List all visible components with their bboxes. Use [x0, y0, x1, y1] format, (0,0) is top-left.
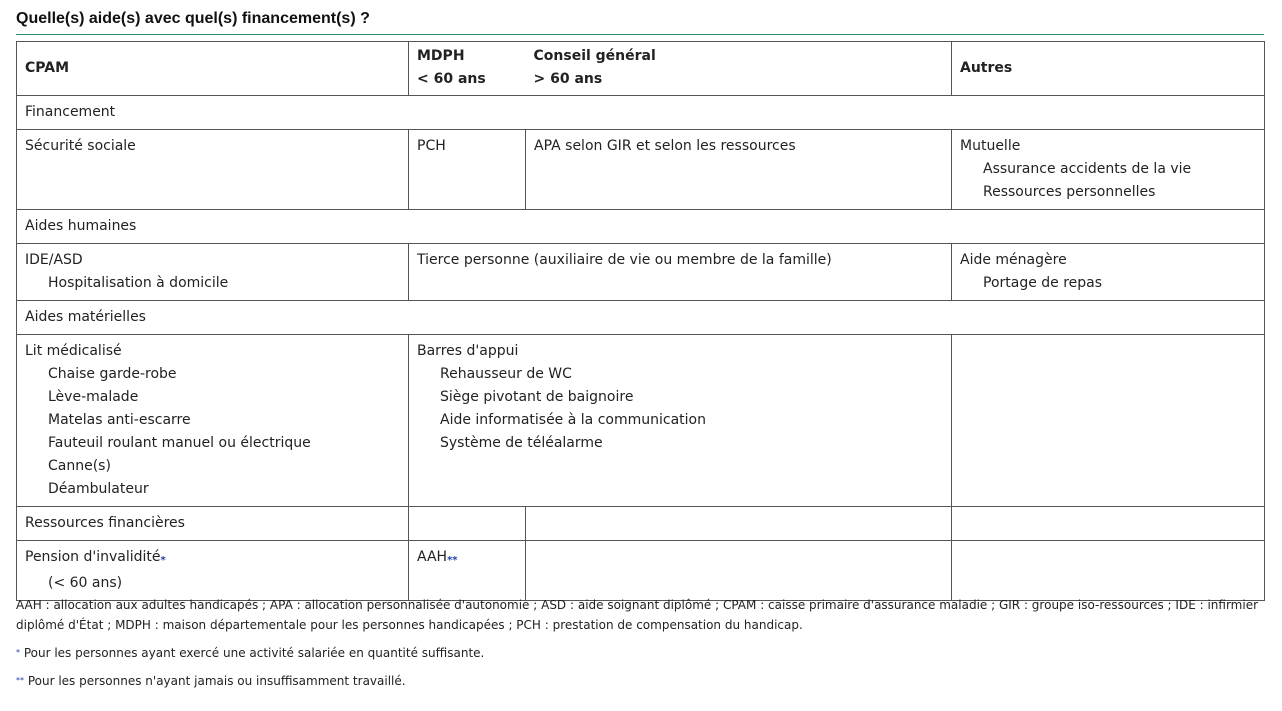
list-item: Siège pivotant de baignoire [440, 389, 634, 405]
cell-empty [526, 541, 952, 601]
table-row [17, 335, 1265, 507]
cell-autres [952, 130, 1265, 210]
list-item: Aide informatisée à la communication [440, 412, 706, 428]
list-item: Hospitalisation à domicile [48, 275, 229, 291]
header-mdph-sub: < 60 ans [417, 71, 486, 87]
header-cg-label: Conseil général [533, 48, 656, 64]
footnote-text: Pour les personnes ayant exercé une activité salariée en quantité suffisante. [23, 646, 485, 660]
header-cpam: CPAM [17, 42, 409, 96]
aids-funding-table [16, 41, 1265, 601]
footnote-2 [16, 671, 1266, 691]
cell-cpam [17, 335, 409, 507]
cell-autres [952, 244, 1265, 301]
list-item: Assurance accidents de la vie [983, 161, 1192, 177]
cell-cpam [17, 244, 409, 301]
table-row [17, 130, 1265, 210]
section-row-aides-humaines [17, 210, 1265, 244]
list-item: Chaise garde-robe [48, 366, 177, 382]
footnote-marker: * [160, 555, 166, 566]
list-item: (< 60 ans) [48, 575, 123, 591]
section-label: Financement [17, 96, 1265, 130]
header-cg [526, 42, 952, 96]
cell-autres-empty [952, 335, 1265, 507]
header-row [17, 42, 1265, 96]
section-row-aides-materielles [17, 301, 1265, 335]
section-label: Aides matérielles [17, 301, 1265, 335]
header-autres: Autres [952, 42, 1265, 96]
list-item: Lève-malade [48, 389, 139, 405]
aah-label: AAH [417, 549, 448, 565]
list-item: Rehausseur de WC [440, 366, 572, 382]
cell-mdph-cg [409, 335, 952, 507]
list-item: Portage de repas [983, 275, 1103, 291]
cell-empty [952, 541, 1265, 601]
list-item: Déambulateur [48, 481, 149, 497]
pension-label: Pension d'invalidité [25, 549, 161, 565]
cell-cg: APA selon GIR et selon les ressources [526, 130, 952, 210]
list-item: Fauteuil roulant manuel ou électrique [48, 435, 311, 451]
cell-mdph: PCH [409, 130, 526, 210]
footnote-marker: ** [16, 676, 24, 685]
list-item: Matelas anti-escarre [48, 412, 191, 428]
list-item: Aide ménagère [960, 252, 1067, 268]
footnote-1 [16, 643, 1266, 663]
list-item: IDE/ASD [25, 252, 83, 268]
cell-mdph [409, 541, 526, 601]
cell-cpam: Sécurité sociale [17, 130, 409, 210]
footnote-marker: * [16, 648, 20, 657]
list-item: Lit médicalisé [25, 343, 122, 359]
list-item [25, 546, 400, 572]
section-row-financement [17, 96, 1265, 130]
cell-empty [952, 507, 1265, 541]
header-cg-sub: > 60 ans [533, 71, 603, 87]
list-item: Mutuelle [960, 138, 1021, 154]
list-item: Ressources personnelles [983, 184, 1156, 200]
section-row-ressources [17, 507, 1265, 541]
abbreviations-note: AAH : allocation aux adultes handicapés ; APA : allocation personnalisée d'autonomie ; ASD : aide soignant diplômé ; CPAM : caisse primaire d'assurance maladie ; GIR : groupe iso-ressources ; IDE : infirmier diplômé d'État ; MDPH : maison départementale pour les personnes handicapées ; PCH : prestation de compensation du handicap. [16, 598, 1259, 632]
footnote-marker: ** [447, 555, 458, 566]
footnotes [16, 595, 1266, 699]
list-item: Canne(s) [48, 458, 111, 474]
cell-empty [409, 507, 526, 541]
cell-mdph-cg: Tierce personne (auxiliaire de vie ou membre de la famille) [409, 244, 952, 301]
cell-empty [526, 507, 952, 541]
list-item: Barres d'appui [417, 343, 519, 359]
table-row [17, 541, 1265, 601]
section-label: Ressources financières [17, 507, 409, 541]
section-label: Aides humaines [17, 210, 1265, 244]
title-divider [16, 34, 1264, 35]
header-mdph-label: MDPH [417, 48, 465, 64]
page-title: Quelle(s) aide(s) avec quel(s) financement(s) ? [16, 10, 370, 27]
header-mdph [409, 42, 526, 96]
footnote-text: Pour les personnes n'ayant jamais ou insuffisamment travaillé. [27, 674, 406, 688]
cell-cpam [17, 541, 409, 601]
list-item: Système de téléalarme [440, 435, 603, 451]
table-row [17, 244, 1265, 301]
